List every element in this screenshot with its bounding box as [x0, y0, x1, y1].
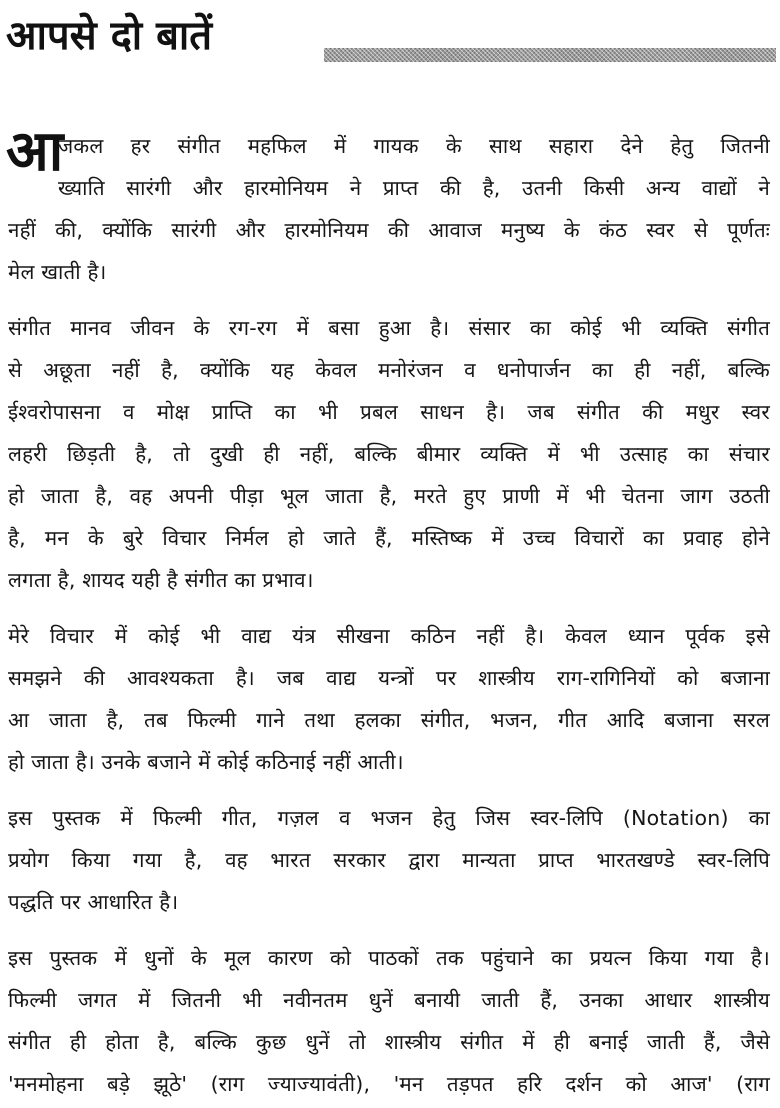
- text-line: मेल खाती है।: [8, 260, 107, 284]
- page-title: आपसे दो बातें: [6, 13, 213, 59]
- text-line: पद्धति पर आधारित है।: [8, 890, 179, 914]
- text-line: संगीत मानव जीवन के रग-रग में बसा हुआ है। संसार का कोई भी व्यक्ति संगीत: [8, 316, 770, 340]
- text-line: लहरी छिड़ती है, तो दुखी ही नहीं, बल्कि बीमार व्यक्ति में भी उत्साह का संचार: [8, 442, 770, 466]
- text-line: हो जाता है, वह अपनी पीड़ा भूल जाता है, मरते हुए प्राणी में भी चेतना जाग उठती: [8, 484, 770, 508]
- text-line: ईश्वरोपासना व मोक्ष प्राप्ति का भी प्रबल साधन है। जब संगीत की मधुर स्वर: [8, 400, 770, 424]
- text-line: फिल्मी जगत में जितनी भी नवीनतम धुनें बनायी जाती हैं, उनका आधार शास्त्रीय: [8, 988, 770, 1012]
- text-line: से अछूता नहीं है, क्योंकि यह केवल मनोरंजन व धनोपार्जन का ही नहीं, बल्कि: [8, 358, 770, 382]
- text-line: इस पुस्तक में फिल्मी गीत, गज़ल व भजन हेतु जिस स्वर-लिपि (Notation) का: [8, 806, 770, 830]
- text-line: आ जाता है, तब फिल्मी गाने तथा हलका संगीत, भजन, गीत आदि बजाना सरल: [8, 708, 770, 732]
- text-line: मेरे विचार में कोई भी वाद्य यंत्र सीखना कठिन नहीं है। केवल ध्यान पूर्वक इसे: [8, 624, 770, 648]
- heading-decorative-rule: [324, 48, 776, 62]
- text-line: लगता है, शायद यही है संगीत का प्रभाव।: [8, 568, 314, 592]
- heading-row: [6, 8, 776, 70]
- drop-cap-letter: आ: [6, 119, 64, 184]
- text-line: ख्याति सारंगी और हारमोनियम ने प्राप्त की है, उतनी किसी अन्य वाद्यों ने: [58, 176, 770, 200]
- text-line: 'मनमोहना बड़े झूठे' (राग ज्याज्यावंती), 'मन तड़पत हरि दर्शन को आज' (राग: [8, 1072, 770, 1096]
- text-line: समझने की आवश्यकता है। जब वाद्य यन्त्रों पर शास्त्रीय राग-रागिनियों को बजाना: [8, 666, 770, 690]
- text-line: इस पुस्तक में धुनों के मूल कारण को पाठकों तक पहुंचाने का प्रयत्न किया गया है।: [8, 946, 770, 970]
- text-line: प्रयोग किया गया है, वह भारत सरकार द्वारा मान्यता प्राप्त भारतखण्डे स्वर-लिपि: [8, 848, 770, 872]
- text-line: नहीं की, क्योंकि सारंगी और हारमोनियम की आवाज मनुष्य के कंठ स्वर से पूर्णतः: [8, 218, 770, 242]
- text-line: है, मन के बुरे विचार निर्मल हो जाते हैं, मस्तिष्क में उच्च विचारों का प्रवाह होने: [8, 526, 770, 550]
- text-line: संगीत ही होता है, बल्कि कुछ धुनें तो शास्त्रीय संगीत में ही बनाई जाती हैं, जैसे: [8, 1030, 770, 1054]
- text-line: जकल हर संगीत महफिल में गायक के साथ सहारा देने हेतु जितनी: [58, 134, 770, 158]
- text-line: हो जाता है। उनके बजाने में कोई कठिनाई नहीं आती।: [8, 750, 404, 774]
